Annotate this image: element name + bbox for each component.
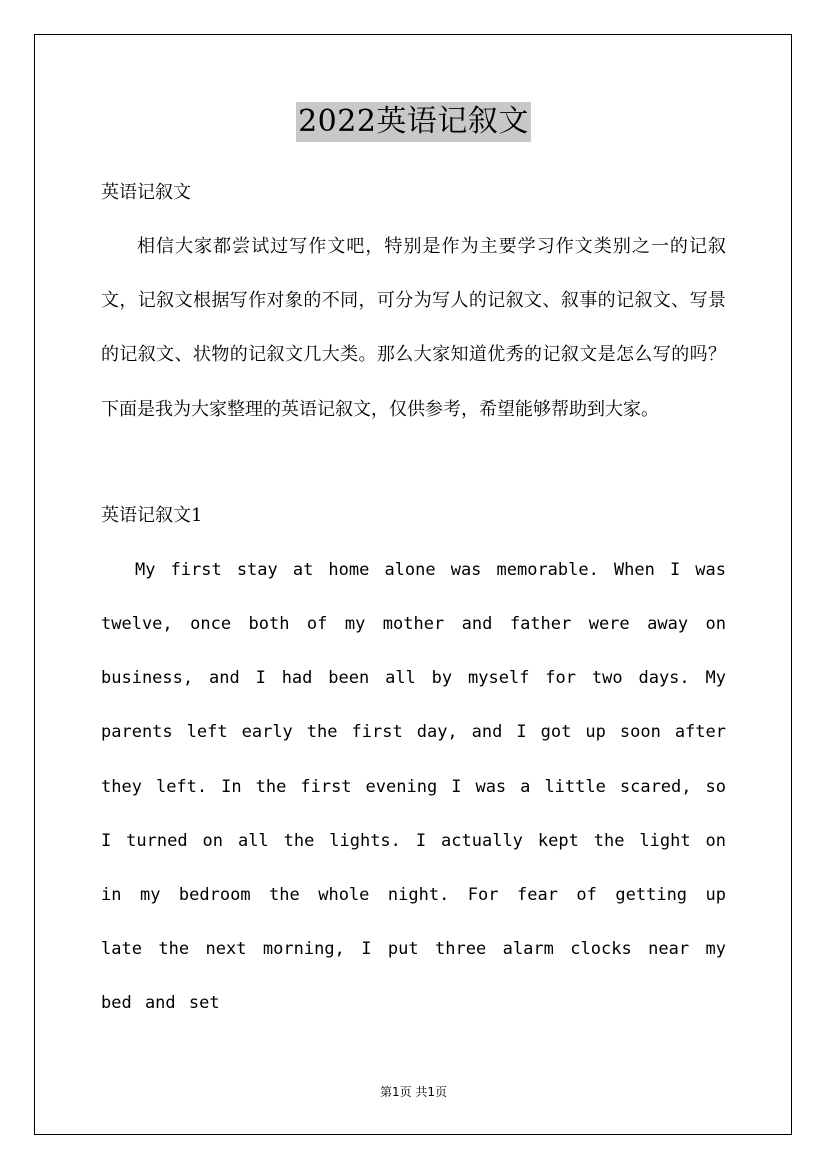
- page-number: 第1页 共1页: [379, 1085, 448, 1099]
- essay-1-text: My first stay at home alone was memorable. When I was twelve, once both of my mother and father were away on business, and I had been all by myself for two days. My parents left early the first day, and I got up soon after they left. In the first evening I was a little scared, so I turned on all the lights. I actually kept the light on in my bedroom the whole night. For fear of getting up late the next morning, I put three alarm clocks near my bed and set: [101, 559, 726, 1014]
- document-body: [101, 166, 726, 1014]
- title-wrapper: [0, 102, 827, 142]
- section-gap: [101, 437, 726, 489]
- essay-1-paragraph: [101, 543, 726, 1014]
- document-title: 2022英语记叙文: [296, 102, 531, 142]
- page-footer: [0, 1083, 827, 1100]
- intro-paragraph: 相信大家都尝试过写作文吧，特别是作为主要学习作文类别之一的记叙文，记叙文根据写作对象的不同，可分为写人的记叙文、叙事的记叙文、写景的记叙文、状物的记叙文几大类。那么大家知道优秀的记叙文是怎么写的吗？下面是我为大家整理的英语记叙文，仅供参考，希望能够帮助到大家。: [101, 236, 726, 420]
- section-heading-intro: 英语记叙文: [101, 182, 191, 203]
- section-heading-essay-1: 英语记叙文1: [101, 504, 203, 526]
